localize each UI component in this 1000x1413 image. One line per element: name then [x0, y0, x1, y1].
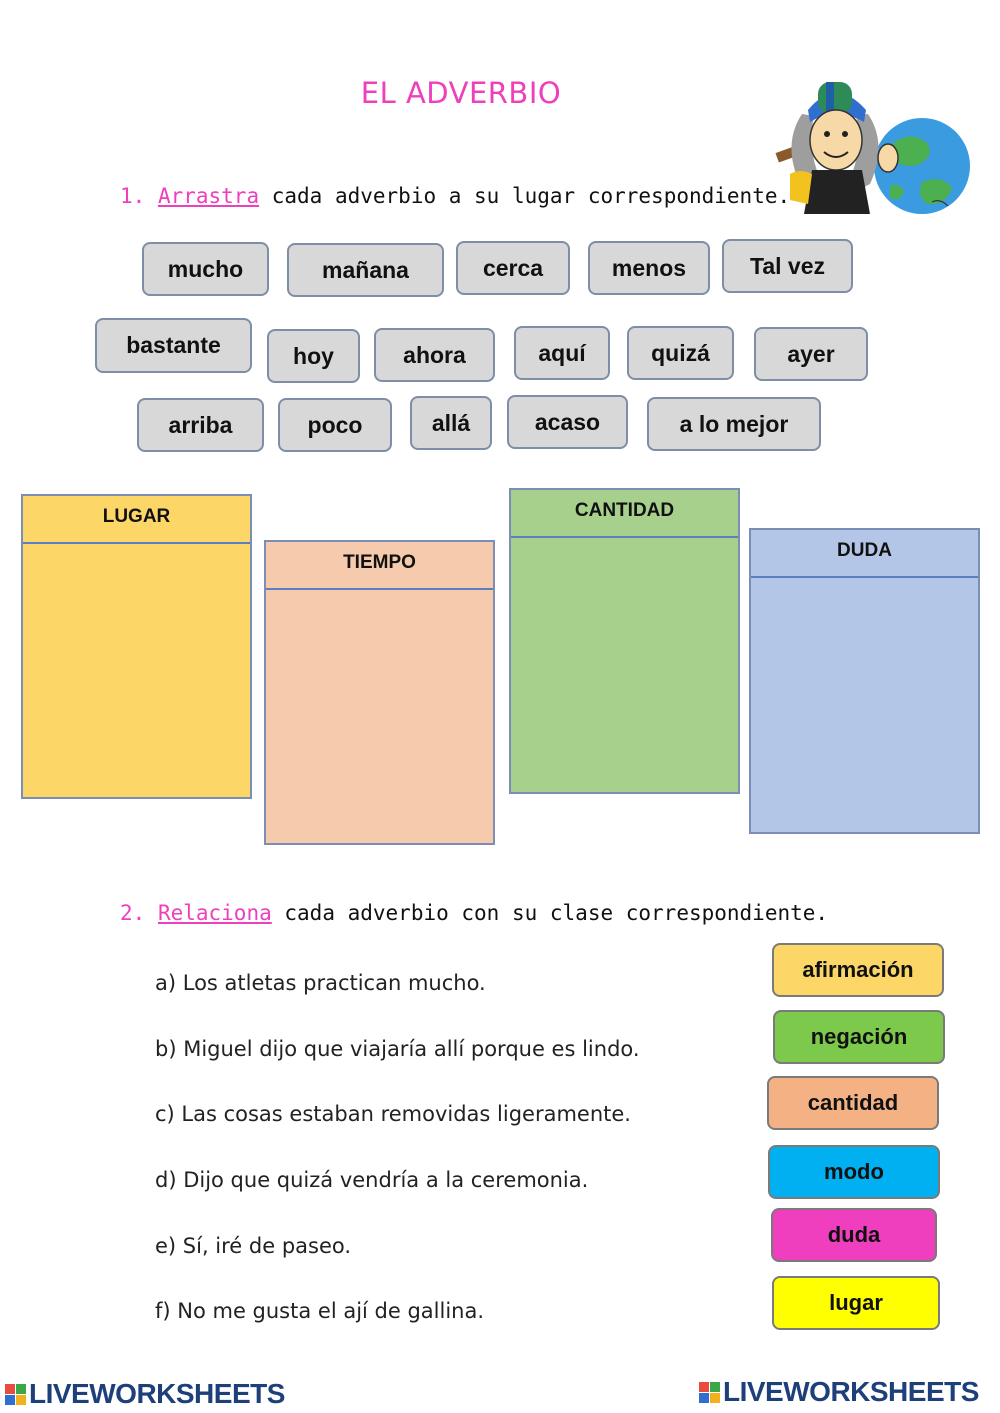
draggable-adverb-chip[interactable]: mucho — [142, 242, 269, 296]
liveworksheets-logo-right — [699, 1376, 979, 1408]
drop-zone-lugar[interactable] — [21, 494, 252, 799]
draggable-adverb-chip[interactable]: quizá — [627, 326, 734, 380]
draggable-adverb-chip[interactable]: ayer — [754, 327, 868, 381]
liveworksheets-logo-left — [5, 1378, 285, 1410]
draggable-adverb-chip[interactable]: a lo mejor — [647, 397, 821, 451]
drop-zone-header: TIEMPO — [266, 542, 493, 590]
drop-zone-header: CANTIDAD — [511, 490, 738, 538]
class-option-negacion[interactable]: negación — [773, 1010, 945, 1064]
class-option-modo[interactable]: modo — [768, 1145, 940, 1199]
class-option-cantidad[interactable]: cantidad — [767, 1076, 939, 1130]
sentence-a[interactable]: a) Los atletas practican mucho. — [155, 971, 486, 995]
class-option-lugar[interactable]: lugar — [772, 1276, 940, 1330]
draggable-adverb-chip[interactable]: poco — [278, 398, 392, 452]
instruction-1 — [120, 184, 790, 208]
draggable-adverb-chip[interactable]: hoy — [267, 329, 360, 383]
draggable-adverb-chip[interactable]: cerca — [456, 241, 570, 295]
page-title: EL ADVERBIO — [360, 76, 562, 110]
draggable-adverb-chip[interactable]: ahora — [374, 328, 495, 382]
logo-icon — [699, 1382, 720, 1403]
sentence-b[interactable]: b) Miguel dijo que viajaría allí porque es lindo. — [155, 1037, 640, 1061]
instruction-2-text: cada adverbio con su clase correspondiente. — [271, 901, 829, 925]
sentence-d[interactable]: d) Dijo que quizá vendría a la ceremonia. — [155, 1168, 589, 1192]
draggable-adverb-chip[interactable]: mañana — [287, 243, 444, 297]
class-option-afirmacion[interactable]: afirmación — [772, 943, 944, 997]
drop-zone-tiempo[interactable] — [264, 540, 495, 845]
drop-zone-cantidad[interactable] — [509, 488, 740, 794]
drop-zone-header: LUGAR — [23, 496, 250, 544]
sentence-c[interactable]: c) Las cosas estaban removidas ligeramente. — [155, 1102, 631, 1126]
class-option-duda[interactable]: duda — [771, 1208, 937, 1262]
draggable-adverb-chip[interactable]: Tal vez — [722, 239, 853, 293]
brand-name-left: LIVEWORKSHEETS — [29, 1378, 285, 1409]
sentence-e[interactable]: e) Sí, iré de paseo. — [155, 1234, 352, 1258]
sentence-f[interactable]: f) No me gusta el ají de gallina. — [155, 1299, 485, 1323]
drop-zone-duda[interactable] — [749, 528, 980, 834]
draggable-adverb-chip[interactable]: arriba — [137, 398, 264, 452]
instruction-1-number: 1. — [120, 184, 146, 208]
logo-icon — [5, 1384, 26, 1405]
instruction-2-verb: Relaciona — [157, 901, 272, 925]
scientist-globe-illustration — [772, 74, 976, 220]
instruction-2 — [120, 901, 828, 925]
instruction-1-text: cada adverbio a su lugar correspondiente. — [259, 184, 791, 208]
draggable-adverb-chip[interactable]: menos — [588, 241, 710, 295]
draggable-adverb-chip[interactable]: bastante — [95, 318, 252, 373]
draggable-adverb-chip[interactable]: acaso — [507, 395, 628, 449]
drop-zone-header: DUDA — [751, 530, 978, 578]
draggable-adverb-chip[interactable]: aquí — [514, 326, 610, 380]
instruction-2-number: 2. — [120, 901, 146, 925]
draggable-adverb-chip[interactable]: allá — [410, 396, 492, 450]
brand-name-right: LIVEWORKSHEETS — [723, 1376, 979, 1407]
instruction-1-verb: Arrastra — [157, 184, 260, 208]
